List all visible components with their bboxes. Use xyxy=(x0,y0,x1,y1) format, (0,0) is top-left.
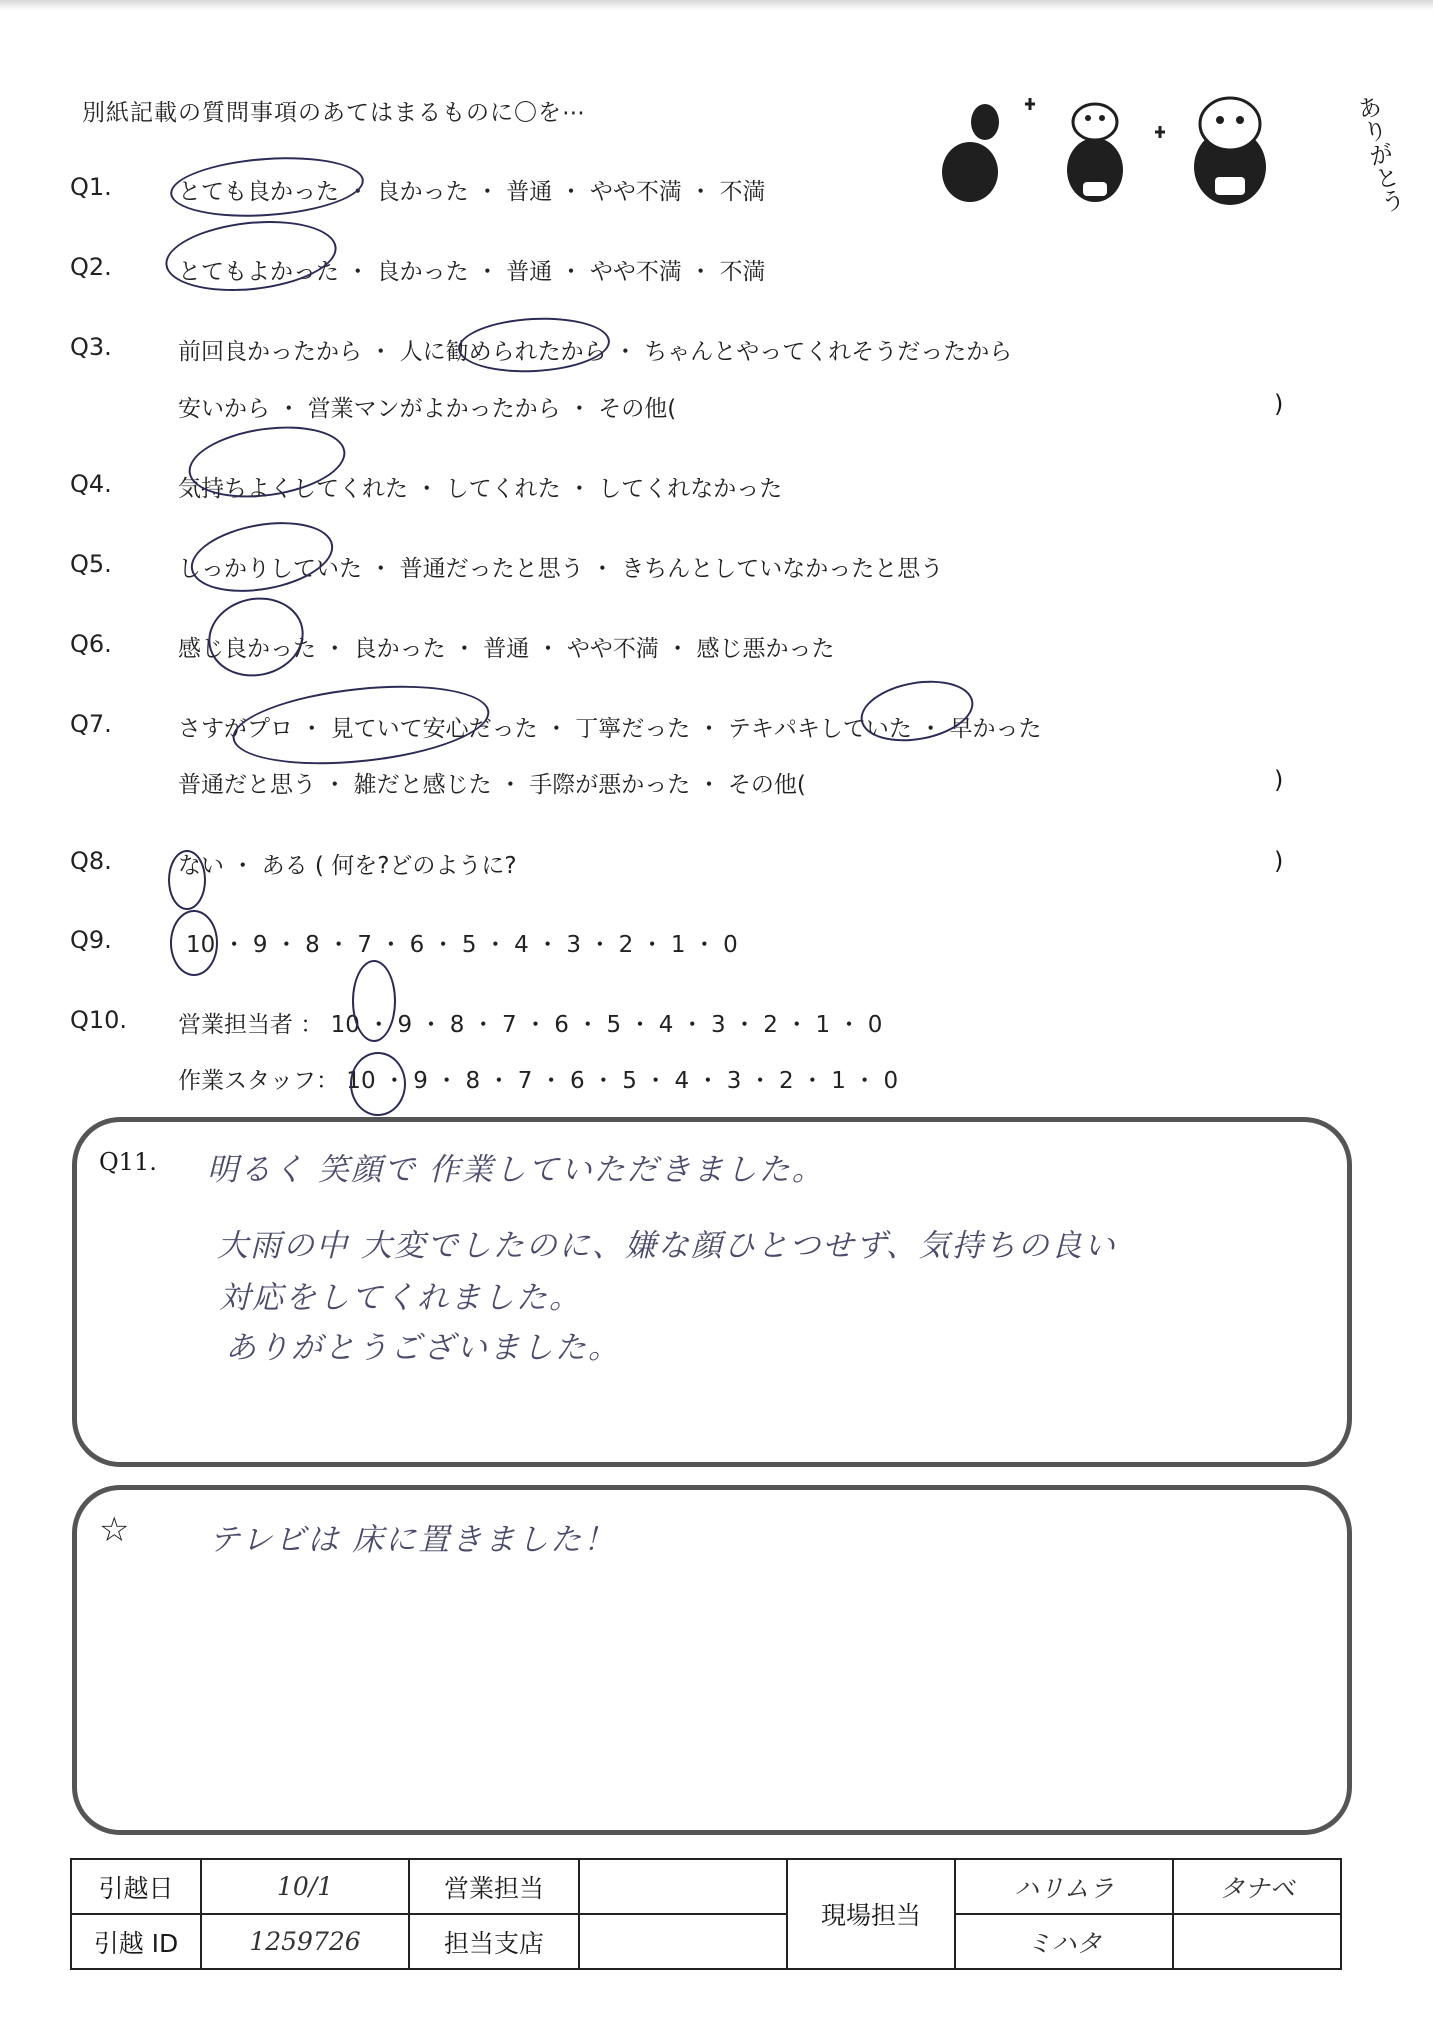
q2-number: Q2. xyxy=(70,253,112,281)
q9-scale: 10 ・ 9 ・ 8 ・ 7 ・ 6 ・ 5 ・ 4 ・ 3 ・ 2 ・ 1 ・ 0 xyxy=(186,932,738,958)
q11-line-2: 大雨の中 大変でしたのに、嫌な顔ひとつせず、気持ちの良い xyxy=(217,1228,1117,1264)
move-info-table xyxy=(70,1858,1342,1970)
form-instruction: 別紙記載の質問事項のあてはまるものに〇を⋯ xyxy=(82,100,586,126)
sales-rep-label: 営業担当 xyxy=(409,1859,579,1914)
q3-number: Q3. xyxy=(70,333,112,361)
q1-options: とても良かった ・ 良かった ・ 普通 ・ やや不満 ・ 不満 xyxy=(178,179,766,205)
q8-answer-circle xyxy=(168,850,206,910)
q9-number: Q9. xyxy=(70,926,112,954)
q11-line-3: 対応をしてくれました。 xyxy=(219,1280,582,1316)
q1-answer-circle xyxy=(168,151,366,222)
q5-number: Q5. xyxy=(70,550,112,578)
q10-sales-scale: 営業担当者 ： 10 ・ 9 ・ 8 ・ 7 ・ 6 ・ 5 ・ 4 ・ 3 ・ 2 ・ 1 ・ 0 xyxy=(178,1012,883,1038)
q11-line-1: 明るく 笑顔で 作業していただきました。 xyxy=(207,1152,825,1188)
q8-number: Q8. xyxy=(70,847,112,875)
site-staff-1: ハリムラ xyxy=(955,1859,1173,1914)
q11-line-4: ありがとうございました。 xyxy=(225,1330,621,1366)
q7-answer-circle-a xyxy=(229,675,493,776)
q7-options-line2: 普通だと思う ・ 雑だと感じた ・ 手際が悪かった ・ その他( xyxy=(178,772,806,798)
site-staff-3: ミハタ xyxy=(955,1914,1173,1969)
q4-options: 気持ちよくしてくれた ・ してくれた ・ してくれなかった xyxy=(178,476,783,502)
site-staff-empty xyxy=(1173,1914,1341,1969)
branch-value xyxy=(579,1914,787,1969)
paper-top-edge xyxy=(0,0,1433,10)
move-id-value: 1259726 xyxy=(201,1914,409,1969)
q8-options: ない ・ ある ( 何を?どのように? xyxy=(178,853,517,879)
q4-number: Q4. xyxy=(70,470,112,498)
notes-line-1: テレビは 床に置きました！ xyxy=(209,1522,617,1558)
move-id-label: 引越 ID xyxy=(71,1914,201,1969)
q11-comment-box xyxy=(72,1117,1352,1467)
move-date-value: 10/1 xyxy=(201,1859,409,1914)
q5-answer-circle xyxy=(185,512,338,602)
q3-paren-close: ) xyxy=(1274,390,1284,418)
star-icon: ☆ xyxy=(99,1510,130,1550)
mascot-thanks-text: ありがとう xyxy=(1350,92,1407,216)
q10-staff-answer-circle xyxy=(350,1052,406,1116)
sales-rep-value xyxy=(579,1859,787,1914)
move-date-label: 引越日 xyxy=(71,1859,201,1914)
q11-label: Q11. xyxy=(99,1148,157,1176)
q3-answer-circle xyxy=(457,314,612,376)
q10-number: Q10. xyxy=(70,1006,128,1034)
q6-options: 感じ良かった ・ 良かった ・ 普通 ・ やや不満 ・ 感じ悪かった xyxy=(178,636,835,662)
q5-options: しっかりしていた ・ 普通だったと思う ・ きちんとしていなかったと思う xyxy=(178,556,944,582)
branch-label: 担当支店 xyxy=(409,1914,579,1969)
mascot-monkeys-icon xyxy=(925,92,1345,212)
q2-options: とてもよかった ・ 良かった ・ 普通 ・ やや不満 ・ 不満 xyxy=(178,259,766,285)
q7-number: Q7. xyxy=(70,710,112,738)
q7-options-line1: さすがプロ ・ 見ていて安心だった ・ 丁寧だった ・ テキパキしていた ・ 早かった xyxy=(178,716,1042,742)
q8-paren-close: ) xyxy=(1274,847,1284,875)
q1-number: Q1. xyxy=(70,173,112,201)
q3-options-line1: 前回良かったから ・ 人に勧められたから ・ ちゃんとやってくれそうだったから xyxy=(178,339,1013,365)
q7-paren-close: ) xyxy=(1274,766,1284,794)
site-staff-2: タナベ xyxy=(1173,1859,1341,1914)
site-staff-label: 現場担当 xyxy=(787,1859,955,1969)
q9-answer-circle xyxy=(170,910,218,976)
extra-notes-box xyxy=(72,1485,1352,1835)
q6-number: Q6. xyxy=(70,630,112,658)
q6-answer-circle xyxy=(201,589,311,685)
q10-staff-scale: 作業スタッフ： 10 ・ 9 ・ 8 ・ 7 ・ 6 ・ 5 ・ 4 ・ 3 ・ 2 ・ 1 ・ 0 xyxy=(178,1068,899,1094)
q3-options-line2: 安いから ・ 営業マンがよかったから ・ その他( xyxy=(178,396,677,422)
q10-sales-answer-circle xyxy=(352,960,396,1042)
